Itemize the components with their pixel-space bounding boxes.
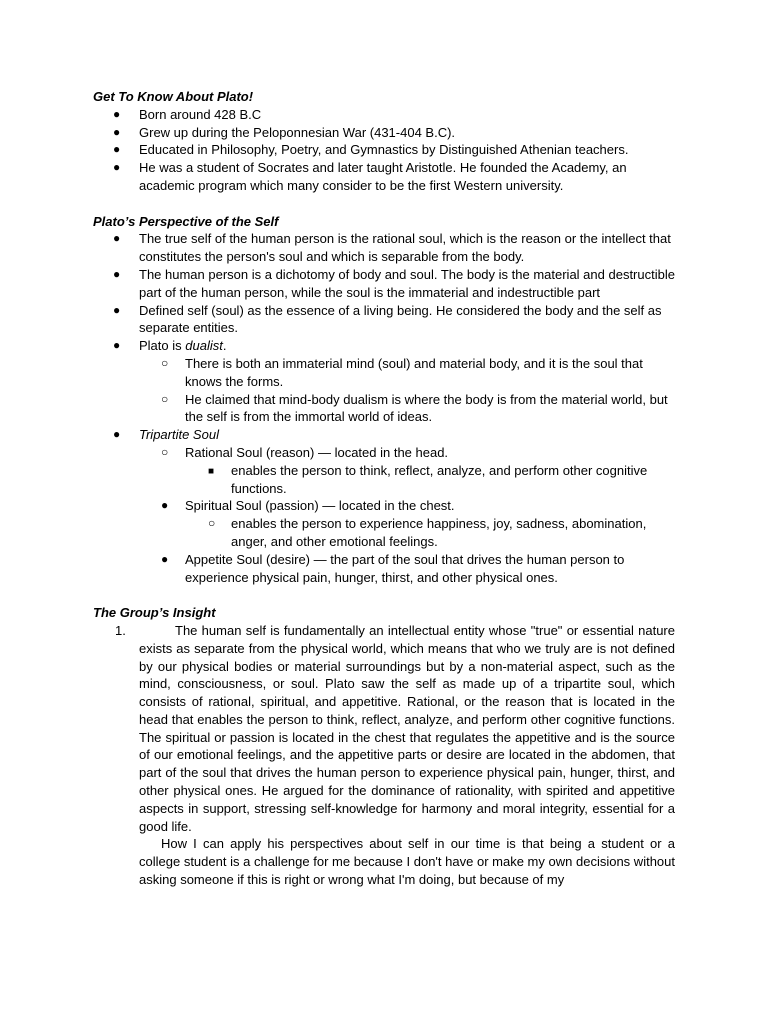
sub-list-item bbox=[93, 355, 675, 391]
text-run: Plato is bbox=[139, 338, 186, 354]
sub-sub-list-item bbox=[93, 462, 675, 498]
bullet-icon: ● bbox=[113, 266, 121, 281]
list-item-text: Tripartite Soul bbox=[139, 427, 219, 443]
emphasis-dualist: dualist bbox=[185, 338, 223, 354]
sub-list-item bbox=[93, 551, 675, 587]
bullet-icon: ● bbox=[161, 498, 169, 513]
bullet-icon: ● bbox=[113, 124, 121, 139]
sub-list-item bbox=[93, 391, 675, 427]
about-plato-list bbox=[93, 106, 675, 195]
list-item bbox=[93, 230, 675, 266]
list-item bbox=[93, 302, 675, 338]
list-item bbox=[93, 124, 675, 142]
insight-paragraph-1: The human self is fundamentally an intellectual entity whose "true" or essential nature exists as separate from the physical world, which means that who we truly are is not defined by our physical bodies or material surroundings but by a non-material aspect, such as the mind, consciousness, or soul. Plato saw the self as made up of a tripartite soul, which consists of rational, spiritual, and appetitive. Rational, or the reason that is located in the head that enables the person to think, reflect, analyze, and perform other cognitive functions. The spiritual or passion is located in the chest that regulates the appetitive and is the source of our emotional feelings, and the appetitive parts or desire are located in the abdomen, that part of the soul that drives the human person to experience physical pain, hunger, thirst, and other physical ones. He argued for the dominance of rationality, with spirited and appetitive aspects in support, stressing self-knowledge for harmony and moral integrity, essential for a good life. bbox=[139, 622, 675, 834]
list-item-text: He claimed that mind-body dualism is where the body is from the material world, but the self is from the immortal world of ideas. bbox=[185, 391, 668, 425]
bullet-icon: ● bbox=[161, 551, 169, 566]
list-item bbox=[93, 337, 675, 355]
sub-sub-list-item bbox=[93, 515, 675, 551]
bullet-icon: ● bbox=[113, 160, 121, 175]
square-bullet-icon: ■ bbox=[208, 465, 215, 477]
perspective-list bbox=[93, 230, 675, 586]
spacer bbox=[93, 195, 675, 213]
list-item-text: The true self of the human person is the rational soul, which is the reason or the intellect that constitutes the person's soul and which is separable from the body. bbox=[139, 231, 671, 265]
list-item-text: Educated in Philosophy, Poetry, and Gymnastics by Distinguished Athenian teachers. bbox=[139, 142, 629, 158]
list-item-text: The human person is a dichotomy of body and soul. The body is the material and destructible part of the human person, while the soul is the immaterial and indestructible part bbox=[139, 266, 675, 300]
bullet-icon: ● bbox=[113, 427, 121, 442]
insight-paragraph-2: How I can apply his perspectives about self in our time is that being a student or a college student is a challenge for me because I don't have or make my own decisions without asking someone if this is right or wrong what I'm doing, but because of my bbox=[139, 836, 675, 888]
circle-bullet-icon: ○ bbox=[208, 516, 216, 531]
list-item-text: Grew up during the Peloponnesian War (431-404 B.C). bbox=[139, 124, 456, 140]
document-body bbox=[93, 88, 675, 889]
list-item-text bbox=[139, 338, 226, 353]
list-item-text: Spiritual Soul (passion) — located in the chest. bbox=[185, 498, 455, 514]
circle-bullet-icon: ○ bbox=[161, 391, 169, 406]
text-run: . bbox=[222, 338, 227, 354]
circle-bullet-icon: ○ bbox=[161, 355, 169, 370]
circle-bullet-icon: ○ bbox=[161, 444, 169, 459]
list-item-text: There is both an immaterial mind (soul) and material body, and it is the soul that knows the forms. bbox=[185, 355, 643, 389]
section-title-about-plato: Get To Know About Plato! bbox=[93, 89, 254, 104]
spacer bbox=[93, 586, 675, 604]
bullet-icon: ● bbox=[113, 231, 121, 246]
bullet-icon: ● bbox=[113, 106, 121, 121]
numbered-item bbox=[93, 622, 675, 889]
sub-list-item bbox=[93, 444, 675, 462]
list-item-text: Born around 428 B.C bbox=[139, 106, 262, 122]
list-item-text: Rational Soul (reason) — located in the head. bbox=[185, 444, 449, 460]
sub-list-item bbox=[93, 497, 675, 515]
item-number: 1. bbox=[115, 622, 126, 638]
list-item bbox=[93, 141, 675, 159]
list-item-text: Defined self (soul) as the essence of a living being. He considered the body and the self as separate entities. bbox=[139, 302, 662, 336]
list-item-text: enables the person to think, reflect, analyze, and perform other cognitive functions. bbox=[231, 462, 648, 496]
list-item-text: enables the person to experience happiness, joy, sadness, abomination, anger, and other emotional feelings. bbox=[231, 516, 647, 549]
bullet-icon: ● bbox=[113, 142, 121, 157]
list-item bbox=[93, 159, 675, 195]
list-item bbox=[93, 106, 675, 124]
list-item bbox=[93, 426, 675, 444]
section-title-group-insight: The Group’s Insight bbox=[93, 605, 216, 621]
bullet-icon: ● bbox=[113, 338, 121, 353]
list-item-text: He was a student of Socrates and later taught Aristotle. He founded the Academy, an academic program which many consider to be the first Western university. bbox=[139, 160, 627, 193]
section-title-perspective: Plato’s Perspective of the Self bbox=[93, 213, 279, 229]
bullet-icon: ● bbox=[113, 302, 121, 317]
list-item-text: Appetite Soul (desire) — the part of the soul that drives the human person to experience physical pain, hunger, thirst, and other physical ones. bbox=[185, 551, 625, 585]
list-item bbox=[93, 266, 675, 302]
